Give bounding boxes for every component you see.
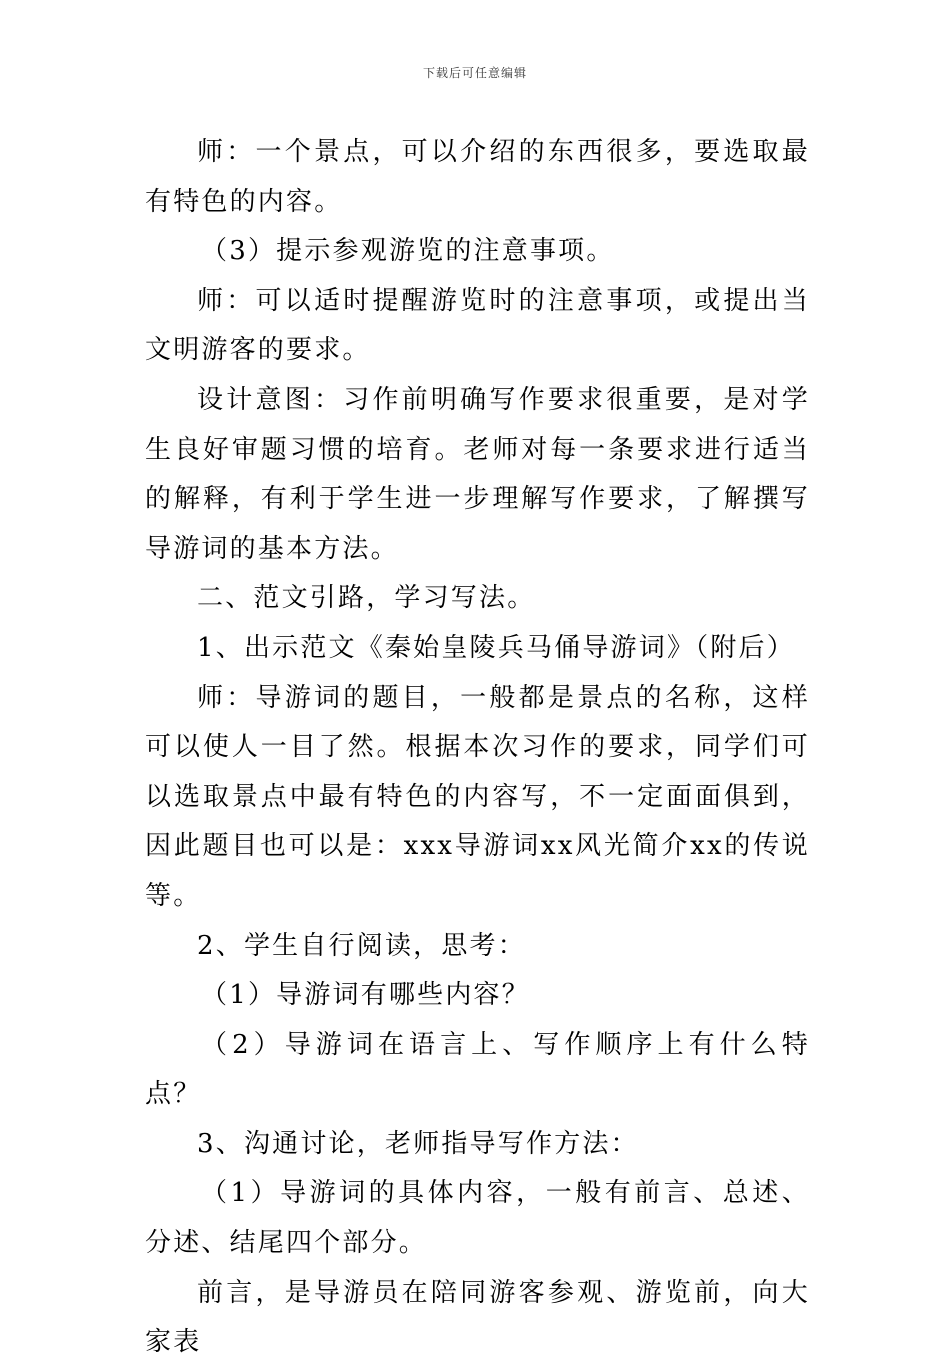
paragraph: 前言，是导游员在陪同游客参观、游览前，向大家表 xyxy=(145,1277,810,1358)
document-body xyxy=(145,128,810,1368)
paragraph: （3）提示参观游览的注意事项。 xyxy=(201,236,615,267)
paragraph: （2）导游词在语言上、写作顺序上有什么特点？ xyxy=(145,1029,810,1110)
paragraph: 师：一个景点，可以介绍的东西很多，要选取最有特色的内容。 xyxy=(145,137,810,217)
page-header: 下载后可任意编辑 xyxy=(422,66,527,80)
paragraph: （1）导游词有哪些内容？ xyxy=(201,980,530,1011)
paragraph: 1、出示范文《秦始皇陵兵马俑导游词》（附后） xyxy=(197,632,795,663)
paragraph: 设计意图：习作前明确写作要求很重要，是对学生良好审题习惯的培育。老师对每一条要求进行适当的解释，有利于学生进一步理解写作要求，了解撰写导游词的基本方法。 xyxy=(145,384,810,564)
paragraph: 3、沟通讨论，老师指导写作方法： xyxy=(197,1128,639,1159)
paragraph: 二、范文引路，学习写法。 xyxy=(197,583,536,614)
paragraph: 2、学生自行阅读，思考： xyxy=(197,930,526,961)
paragraph: （1）导游词的具体内容，一般有前言、总述、分述、结尾四个部分。 xyxy=(145,1178,810,1259)
paragraph: 师：可以适时提醒游览时的注意事项，或提出当文明游客的要求。 xyxy=(145,285,810,366)
paragraph: 师：导游词的题目，一般都是景点的名称，这样可以使人一目了然。根据本次习作的要求，同学们可以选取景点中最有特色的内容写，不一定面面俱到，因此题目也可以是：xxx导游词xx风光简介xx的传说等。 xyxy=(145,682,810,911)
